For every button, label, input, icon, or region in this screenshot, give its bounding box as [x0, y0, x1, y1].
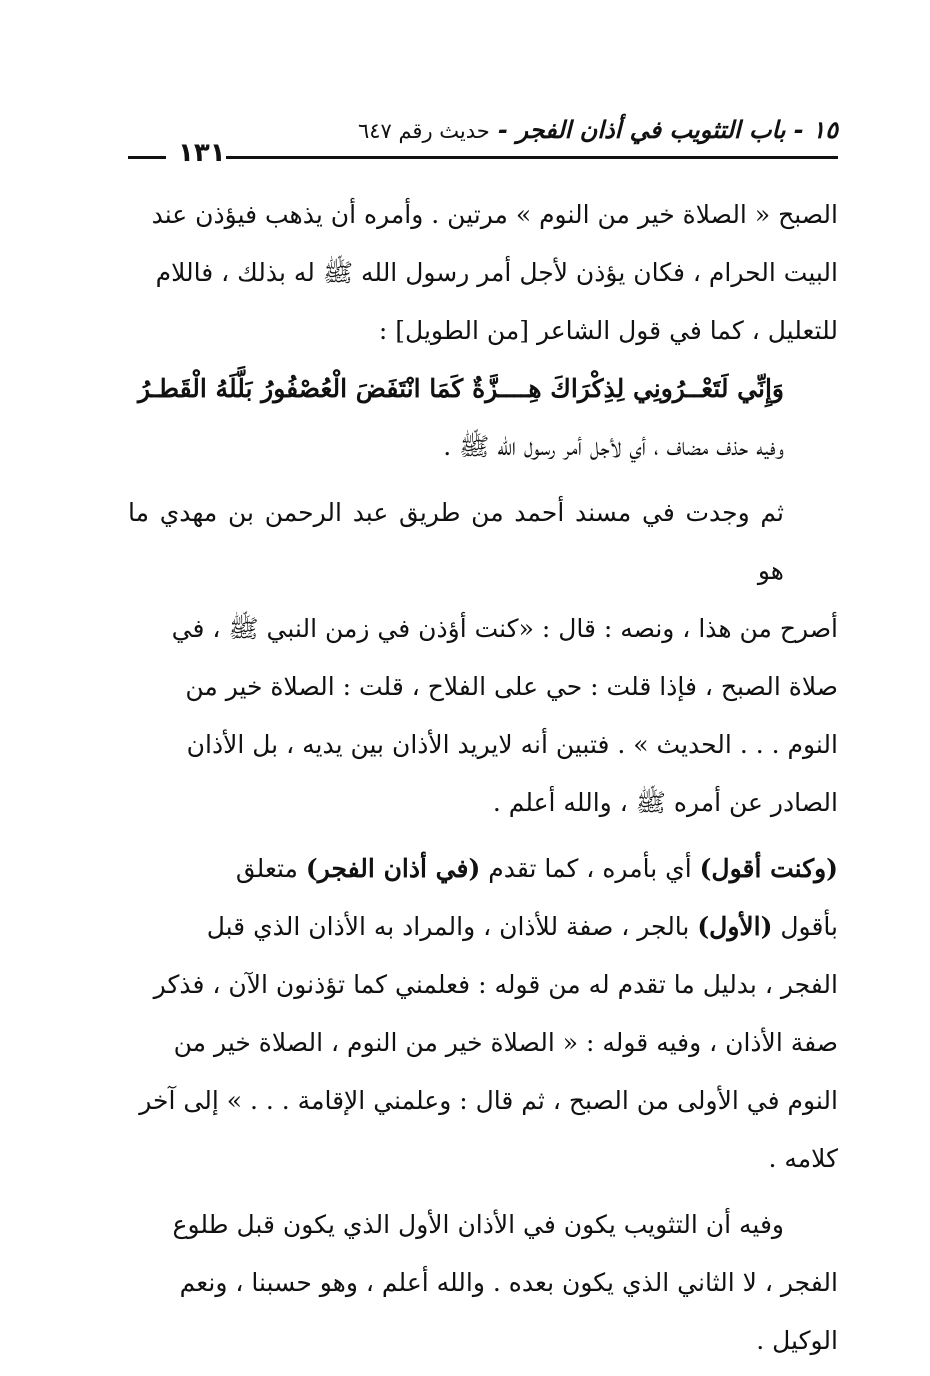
text-line: أصرح من هذا ، ونصه : قال : «كنت أؤذن في زمن النبي ﷺ ، في [171, 614, 838, 643]
quoted-matn: (وكنت أقول) [699, 854, 838, 883]
text-line: للتعليل ، كما في قول الشاعر [من الطويل] : [378, 316, 838, 345]
text-line: ثم وجدت في مسند أحمد من طريق عبد الرحمن بن مهدي ما هو [128, 498, 784, 585]
header-rule-short [128, 156, 166, 159]
text-line: الصادر عن أمره ﷺ ، والله أعلم . [492, 788, 838, 817]
text-line: صفة الأذان ، وفيه قوله : « الصلاة خير من النوم ، الصلاة خير من [173, 1028, 838, 1057]
paragraph-1 [128, 186, 838, 360]
chapter-number: ١٥ [812, 116, 838, 144]
poetry-verse [128, 360, 838, 418]
chapter-title: - باب التثويب في أذان الفجر - [498, 116, 804, 144]
verse-first-hemistich: وَإِنِّي لَتَعْــرُونِي لِذِكْرَاكَ هِــــزَّةٌ [472, 374, 784, 403]
text-line: الصبح « الصلاة خير من النوم » مرتين . وأمره أن يذهب فيؤذن عند [151, 200, 838, 229]
text-line: وفيه أن التثويب يكون في الأذان الأول الذي يكون قبل طلوع [172, 1210, 784, 1239]
page-number: ١٣١ [178, 138, 226, 168]
page-body [128, 186, 838, 1370]
verse-second-hemistich: كَمَا انْتَفَضَ الْعُصْفُورُ بَلَّلَهُ الْقَطـرُ [138, 374, 464, 403]
commentary-text: بالجر ، صفة للأذان ، والمراد به الأذان الذي قبل [206, 912, 698, 941]
text-line: النوم في الأولى من الصبح ، ثم قال : وعلمني الإقامة . . . » إلى آخر [139, 1086, 838, 1115]
commentary-text: أي بأمره ، كما تقدم [480, 854, 700, 883]
text-line: الوكيل . [756, 1326, 838, 1355]
paragraph-3 [128, 484, 838, 832]
text-line [128, 840, 838, 898]
paragraph-2: وفيه حذف مضاف ، أي لأجل أمر رسول الله ﷺ . [443, 432, 784, 461]
paragraph-5 [128, 1196, 838, 1370]
quoted-matn: (الأول) [697, 912, 773, 941]
text-line: البيت الحرام ، فكان يؤذن لأجل أمر رسول الله ﷺ له بذلك ، فاللام [155, 258, 838, 287]
text-line [128, 898, 838, 956]
text-line: كلامه . [768, 1144, 838, 1173]
paragraph-4 [128, 840, 838, 1188]
running-header [128, 116, 838, 166]
text-line: النوم . . . الحديث » . فتبين أنه لايريد الأذان بين يديه ، بل الأذان [186, 730, 838, 759]
chapter-heading [358, 116, 838, 144]
text-line: الفجر ، لا الثاني الذي يكون بعده . والله أعلم ، وهو حسبنا ، ونعم [179, 1268, 838, 1297]
commentary-text: متعلق [235, 854, 306, 883]
header-rule [226, 156, 838, 159]
commentary-text: بأقول [772, 912, 838, 941]
text-line: صلاة الصبح ، فإذا قلت : حي على الفلاح ، قلت : الصلاة خير من [185, 672, 838, 701]
hadith-reference: حديث رقم ٦٤٧ [357, 119, 490, 143]
quoted-matn: (في أذان الفجر) [305, 854, 481, 883]
text-line: الفجر ، بدليل ما تقدم له من قوله : فعلمني كما تؤذنون الآن ، فذكر [153, 970, 838, 999]
